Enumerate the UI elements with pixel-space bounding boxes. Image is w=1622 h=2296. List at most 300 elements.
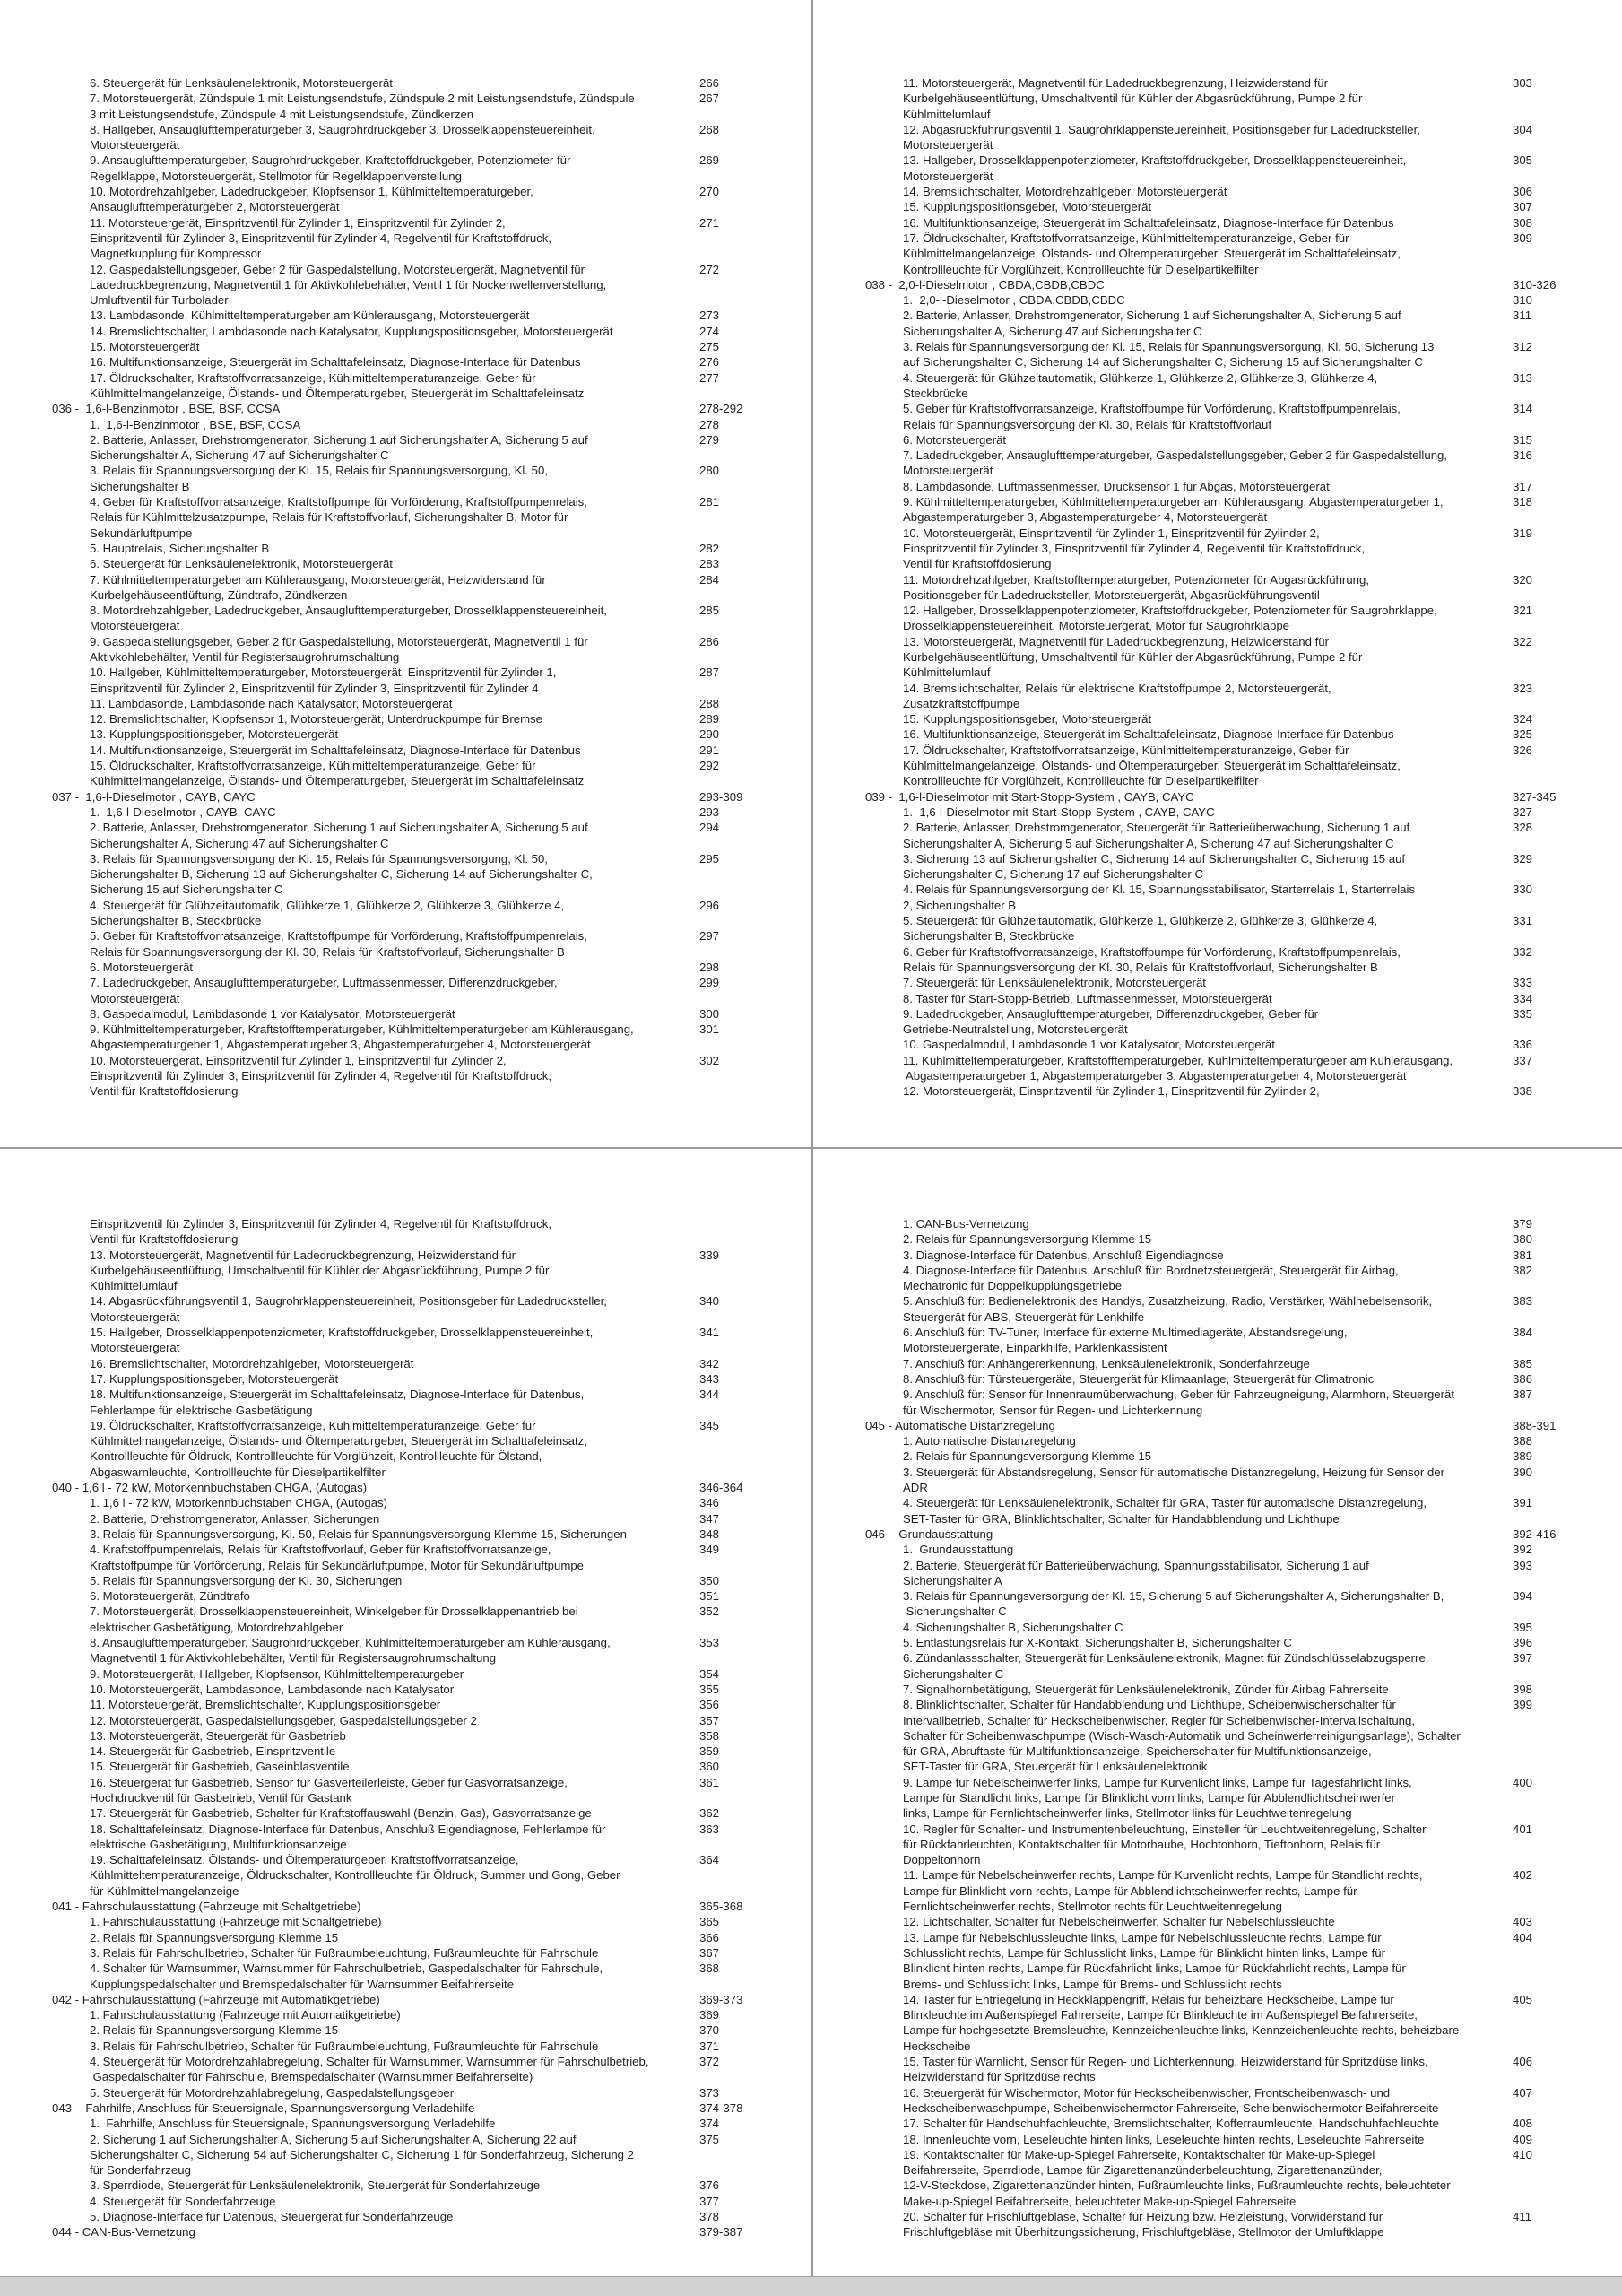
entry-line: Frischluftgebläse mit Überhitzungssicherung, Frischluftgebläse, Stellmotor der Umluftklappe [903,2225,1384,2239]
entry-line: 6. Motorsteuergerät [90,960,194,974]
entry-line: 1. Automatische Distanzregelung [903,1434,1076,1448]
index-entry [90,1418,811,1480]
index-entry [903,1650,1622,1682]
entry-page-number: 294 [699,821,720,835]
index-entry [903,1930,1622,1992]
entry-page-number: 267 [699,91,720,106]
index-entry [90,1775,811,1806]
index-entry [903,2116,1622,2131]
index-entry [90,2116,811,2131]
entry-line: 3. Relais für Spannungsversorgung der Kl. 15, Relais für Spannungsversorgung, Kl. 50, [90,851,548,865]
index-entry [903,1495,1622,1526]
entry-line: 2. Sicherung 1 auf Sicherungshalter A, Sicherung 5 auf Sicherungshalter A, Sicherung 22 auf [90,2132,577,2146]
entry-line: 041 - Fahrschulausstattung (Fahrzeuge mit Schaltgetriebe) [52,1900,361,1914]
entry-page-number: 287 [699,665,720,680]
page-divider-vertical [811,0,813,2276]
entry-page-number: 275 [699,340,720,354]
entry-page-number: 361 [699,1775,720,1789]
entry-line: 13. Motorsteuergerät, Magnetventil für Ladedruckbegrenzung, Heizwiderstand für [90,1248,516,1262]
index-entry [90,2209,811,2224]
entry-line: Einspritzventil für Zylinder 3, Einspritzventil für Zylinder 4, Regelventil für Kraftstoffdruck, [903,541,1366,555]
index-entry [90,1682,811,1697]
entry-line: 12. Gaspedalstellungsgeber, Geber 2 für Gaspedalstellung, Motorsteuergerät, Magnetventil für [90,262,585,276]
entry-page-number: 356 [699,1698,720,1712]
entry-line: 3 mit Leistungsendstufe, Zündspule 4 mit Leistungsendstufe, Zündkerzen [90,107,474,121]
entry-line: Sicherungshalter B, Sicherung 13 auf Sicherungshalter C, Sicherung 14 auf Sicherungshalter C, [90,867,593,882]
entry-page-number: 400 [1513,1775,1533,1789]
index-entry [90,1511,811,1526]
index-entry [903,199,1622,214]
index-entry [903,913,1622,944]
entry-page-number: 380 [1513,1232,1533,1247]
entry-line: 14. Taster für Entriegelung in Heckklappengriff, Relais für beheizbare Heckscheibe, Lampe für [903,1992,1394,2006]
entry-line: 6. Anschluß für: TV-Tuner, Interface für externe Multimediageräte, Abstandsregelung, [903,1326,1348,1340]
entry-page-number: 330 [1513,883,1533,897]
entry-line: 6. Steuergerät für Lenksäulenelektronik, Motorsteuergerät [90,76,393,90]
entry-page-number: 387 [1513,1387,1533,1402]
entry-line: 4. Relais für Spannungsversorgung der Kl. 15, Spannungsstabilisator, Starterrelais 1, Starterrelais [903,883,1416,897]
index-entry [90,928,811,960]
index-entry [903,882,1622,913]
entry-line: Mechatronic für Doppelkupplungsgetriebe [903,1279,1123,1293]
entry-page-number: 366 [699,1930,720,1944]
entry-page-number: 348 [699,1526,720,1541]
index-entry [903,1914,1622,1929]
index-entry [903,75,1622,122]
entry-page-number: 284 [699,572,720,587]
index-entry [903,1263,1622,1294]
entry-line: für GRA, Abruftaste für Multifunktionsanzeige, Speicherschalter für Multifunktionsanzeige, [903,1744,1372,1759]
entry-line: 4. Steuergerät für Lenksäulenelektronik, Schalter für GRA, Taster für automatische Distanzregelung, [903,1496,1427,1510]
entry-page-number: 289 [699,712,720,726]
index-entry [903,1356,1622,1371]
entry-line: Sicherungshalter C, Sicherung 54 auf Sicherungshalter C, Sicherung 1 für Sonderfahrzeug, Sicherung 2 [90,2147,634,2161]
entry-line: 3. Relais für Spannungsversorgung der Kl. 15, Relais für Spannungsversorgung, Kl. 50, [90,464,548,478]
index-entry [903,1558,1622,1589]
index-entry [90,556,811,571]
entry-page-number: 272 [699,262,720,276]
entry-line: 3. Relais für Spannungsversorgung der Kl. 15, Sicherung 5 auf Sicherungshalter A, Sicherungshalter B, [903,1589,1444,1604]
index-entry [903,1822,1622,1868]
entry-line: Kühlmittelumlauf [903,107,991,121]
index-entry [90,215,811,262]
entry-line: 14. Bremslichtschalter, Motordrehzahlgeber, Motorsteuergerät [903,185,1227,199]
entry-line: SET-Taster für GRA, Blinklichtschalter, Schalter für Handabblendung und Lichthupe [903,1511,1340,1526]
entry-line: 10. Motorsteuergerät, Lambdasonde, Lambdasonde nach Katalysator [90,1682,455,1696]
entry-line: Kurbelgehäuseentlüftung, Umschaltventil für Kühler der Abgasrückführung, Pumpe 2 für [90,1263,550,1277]
entry-line: Drosselklappensteuereinheit, Motorsteuergerät, Motor für Saugrohrklappe [903,619,1290,633]
index-section-header [52,789,811,804]
entry-page-number: 325 [1513,727,1533,742]
entry-line: 5. Anschluß für: Bedienelektronik des Handys, Zusatzheizung, Radio, Verstärker, Wählhebelsensorik, [903,1294,1433,1309]
index-entry [90,1604,811,1635]
entry-line: 3. Diagnose-Interface für Datenbus, Anschluß Eigendiagnose [903,1248,1224,1262]
entry-line: 8. Taster für Start-Stopp-Betrieb, Luftmassenmesser, Motorsteuergerät [903,991,1272,1005]
entry-page-number: 370 [699,2023,720,2038]
entry-line: 12. Motorsteuergerät, Gaspedalstellungsgeber, Gaspedalstellungsgeber 2 [90,1713,477,1727]
entry-line: Ventil für Kraftstoffdosierung [90,1232,239,1247]
entry-page-number: 331 [1513,914,1533,928]
entry-line: Magnetventil 1 für Aktivkohlebehälter, Ventil für Registersaugrohrumschaltung [90,1651,497,1665]
entry-line: 7. Ladedruckgeber, Ansauglufttemperaturgeber, Luftmassenmesser, Differenzdruckgeber, [90,976,558,990]
entry-line: 18. Schalttafeleinsatz, Diagnose-Interface für Datenbus, Anschluß Eigendiagnose, Fehlerlampe für [90,1822,606,1836]
entry-line: 6. Zündanlassschalter, Steuergerät für Lenksäulenelektronik, Magnet für Zündschlüsselabzugsperre, [903,1651,1429,1665]
entry-page-number: 374 [699,2117,720,2131]
entry-page-number: 373 [699,2085,720,2100]
entry-line: 5. Entlastungsrelais für X-Kontakt, Sicherungshalter B, Sicherungshalter C [903,1636,1292,1650]
index-entry [90,743,811,758]
entry-line: Einspritzventil für Zylinder 3, Einspritzventil für Zylinder 4, Regelventil für Kraftstoffdruck, [90,230,552,245]
entry-line: 9. Ladedruckgeber, Ansauglufttemperaturgeber, Differenzdruckgeber, Geber für [903,1006,1319,1021]
entry-page-number: 268 [699,122,720,136]
entry-page-number: 310-326 [1513,277,1557,291]
entry-line: Kühlmittelmangelanzeige, Ölstands- und Öltemperaturgeber, Steuergerät im Schalttafeleinsatz [90,774,585,788]
entry-line: 18. Innenleuchte vorn, Leseleuchte hinten links, Leseleuchte hinten rechts, Leseleuchte Fahrerseite [903,2132,1425,2146]
entry-line: Kontrollleuchte für Vorglühzeit, Kontrollleuchte für Dieselpartikelfilter [903,262,1259,276]
entry-page-number: 335 [1513,1006,1533,1021]
entry-line: SET-Taster für GRA, Steuergerät für Lenksäulenelektronik [903,1760,1208,1774]
entry-line: 6. Motorsteuergerät, Zündtrafo [90,1589,250,1604]
index-entry [90,308,811,323]
index-entry [90,1588,811,1604]
entry-line: 2. Batterie, Steuergerät für Batterieüberwachung, Spannungsstabilisator, Sicherung 1 auf [903,1558,1369,1572]
entry-page-number: 338 [1513,1084,1533,1099]
entry-line: 1. 1,6-l-Benzinmotor , BSE, BSF, CCSA [90,417,301,431]
entry-line: 13. Kupplungspositionsgeber, Motorsteuergerät [90,727,339,742]
entry-page-number: 378 [699,2210,720,2223]
index-entry [90,1526,811,1542]
entry-line: 14. Bremslichtschalter, Lambdasonde nach Katalysator, Kupplungspositionsgeber, Motorsteuergerät [90,324,613,338]
entry-line: 9. Anschluß für: Sensor für Innenraumüberwachung, Geber für Fahrzeugneigung, Alarmhorn, Steuergerät [903,1387,1455,1402]
index-entry [90,1914,811,1929]
entry-page-number: 379 [1513,1217,1533,1231]
entry-page-number: 389 [1513,1449,1533,1464]
index-entry [903,804,1622,820]
entry-line: 2. Batterie, Anlasser, Drehstromgenerator, Sicherung 1 auf Sicherungshalter A, Sicherung 5 auf [90,821,588,835]
entry-line: 10. Motorsteuergerät, Einspritzventil für Zylinder 1, Einspritzventil für Zylinder 2, [903,526,1320,540]
entry-line: 5. Steuergerät für Motordrehzahlabregelung, Gaspedalstellungsgeber [90,2085,455,2100]
index-entry [903,726,1622,742]
entry-page-number: 386 [1513,1371,1533,1386]
index-entry [903,1053,1622,1084]
entry-line: 10. Gaspedalmodul, Lambdasonde 1 vor Katalysator, Motorsteuergerät [903,1038,1275,1052]
entry-page-number: 327 [1513,804,1533,819]
entry-page-number: 300 [699,1006,720,1021]
index-entry [90,2007,811,2022]
entry-line: Sicherungshalter B, Steckbrücke [90,914,262,928]
entry-page-number: 302 [699,1053,720,1067]
index-entry [90,696,811,711]
entry-page-number: 304 [1513,122,1533,136]
entry-line: elektrischer Gasbetätigung, Motordrehzahlgeber [90,1620,343,1634]
entry-page-number: 290 [699,727,720,742]
entry-line: 16. Steuergerät für Wischermotor, Motor für Heckscheibenwischer, Frontscheibenwasch- und [903,2085,1391,2100]
entry-line: Lampe für hochgesetzte Bremsleuchte, Kennzeichenleuchte links, Kennzeichenleuchte rechts, beheizbare [903,2023,1460,2038]
entry-page-number: 312 [1513,340,1533,354]
index-entry [90,184,811,215]
entry-page-number: 350 [699,1573,720,1587]
entry-page-number: 363 [699,1822,720,1836]
entry-line: 036 - 1,6-l-Benzinmotor , BSE, BSF, CCSA [52,402,281,416]
entry-line: 10. Hallgeber, Kühlmitteltemperaturgeber, Motorsteuergerät, Einspritzventil für Zylinder 1, [90,665,557,680]
entry-line: 4. Steuergerät für Motordrehzahlabregelung, Schalter für Warnsummer, Warnsummer für Fahrschulbetrieb, [90,2055,649,2069]
entry-page-number: 266 [699,76,720,90]
index-entry [90,1371,811,1387]
index-entry [903,743,1622,789]
entry-line: 046 - Grundausstattung [865,1526,993,1541]
entry-page-number: 271 [699,215,720,230]
entry-line: 12. Bremslichtschalter, Klopfsensor 1, Motorsteuergerät, Unterdruckpumpe für Bremse [90,712,543,726]
entry-page-number: 323 [1513,681,1533,695]
entry-page-number: 341 [699,1326,720,1340]
entry-page-number: 286 [699,634,720,648]
entry-line: Heckscheibenwaschpumpe, Scheibenwischermotor Fahrerseite, Scheibenwischermotor Beifahrerseite [903,2100,1439,2115]
entry-line: 3. Sperrdiode, Steuergerät für Lenksäulenelektronik, Steuergerät für Sonderfahrzeuge [90,2179,541,2193]
entry-page-number: 328 [1513,821,1533,835]
entry-page-number: 385 [1513,1356,1533,1370]
index-entry [903,603,1622,634]
entry-page-number: 282 [699,541,720,555]
entry-line: Sicherungshalter C [903,1605,1007,1619]
entry-page-number: 355 [699,1682,720,1696]
entry-line: 16. Steuergerät für Gasbetrieb, Sensor für Gasverteilerleiste, Geber für Gasvorratsanzeige, [90,1775,568,1789]
index-section-header [52,2224,811,2239]
entry-line: 14. Steuergerät für Gasbetrieb, Einspritzventile [90,1744,336,1759]
index-entry [90,960,811,975]
entry-line: Motorsteuergerät [903,464,993,478]
index-entry [903,230,1622,277]
entry-line: 9. Ansauglufttemperaturgeber, Saugrohrdruckgeber, Kraftstoffdruckgeber, Potenziometer für [90,153,571,168]
entry-line: 1. 1,6-l-Dieselmotor mit Start-Stopp-System , CAYB, CAYC [903,804,1215,819]
entry-page-number: 296 [699,898,720,912]
index-section-header [865,1526,1622,1542]
entry-page-number: 299 [699,976,720,990]
entry-page-number: 288 [699,696,720,710]
entry-line: Sicherungshalter B [90,479,190,493]
index-entry [90,75,811,91]
index-entry [903,184,1622,199]
index-entry [903,2054,1622,2085]
index-entry [903,122,1622,153]
entry-page-number: 342 [699,1356,720,1370]
index-entry [90,1666,811,1682]
entry-line: Kupplungspedalschalter und Bremspedalschalter für Warnsummer Beifahrerseite [90,1977,515,1991]
entry-line: 1. 2,0-l-Dieselmotor , CBDA,CBDB,CBDC [903,293,1125,308]
entry-page-number: 384 [1513,1326,1533,1340]
entry-line: 17. Kupplungspositionsgeber, Motorsteuergerät [90,1371,339,1386]
index-entry [903,991,1622,1006]
index-section-header [52,2100,811,2116]
entry-line: 9. Gaspedalstellungsgeber, Geber 2 für Gaspedalstellung, Motorsteuergerät, Magnetventil 1 für [90,634,588,648]
entry-page-number: 274 [699,324,720,338]
index-entry [90,711,811,726]
entry-line: 13. Lambdasonde, Kühlmitteltemperaturgeber am Kühlerausgang, Motorsteuergerät [90,309,530,323]
index-entry [903,572,1622,604]
entry-page-number: 279 [699,432,720,447]
index-entry [90,417,811,432]
entry-line: 1. Fahrschulausstattung (Fahrzeuge mit Schaltgetriebe) [90,1915,382,1929]
index-entry [903,1325,1622,1356]
page-bottom-left [0,1149,811,2276]
index-entry [90,1022,811,1053]
entry-line: 040 - 1,6 l - 72 kW, Motorkennbuchstaben CHGA, (Autogas) [52,1481,368,1495]
entry-line: 11. Motorsteuergerät, Bremslichtschalter, Kupplungspositionsgeber [90,1698,441,1712]
entry-line: 6. Steuergerät für Lenksäulenelektronik, Motorsteuergerät [90,557,393,571]
entry-line: Kühlmittelumlauf [90,1279,178,1293]
entry-line: 13. Lampe für Nebelschlussleuchte links, Lampe für Nebelschlussleuchte rechts, Lampe für [903,1930,1382,1944]
entry-page-number: 270 [699,185,720,199]
entry-line: 1. Grundausstattung [903,1543,1014,1557]
entry-line: 9. Motorsteuergerät, Hallgeber, Klopfsensor, Kühlmitteltemperaturgeber [90,1666,464,1681]
entry-line: 11. Motordrehzahlgeber, Kraftstofftemperaturgeber, Potenziometer für Abgasrückführung, [903,572,1369,587]
entry-line: Relais für Kühlmittelzusatzpumpe, Relais für Kraftstoffvorlauf, Sicherungshalter B, Motor für [90,510,568,525]
entry-page-number: 293-309 [699,789,743,804]
entry-page-number: 372 [699,2055,720,2069]
index-entry [90,339,811,354]
entry-page-number: 292 [699,759,720,773]
entry-line: 037 - 1,6-l-Dieselmotor , CAYB, CAYC [52,789,256,804]
index-entry [903,292,1622,308]
entry-page-number: 390 [1513,1465,1533,1479]
entry-line: 20. Schalter für Frischluftgebläse, Schalter für Heizung bzw. Heizleistung, Vorwiderstand für [903,2210,1383,2223]
index-entry [903,2209,1622,2240]
entry-page-number: 346 [699,1496,720,1510]
index-entry [903,1620,1622,1635]
index-entry [903,851,1622,883]
entry-page-number: 394 [1513,1589,1533,1604]
entry-page-number: 397 [1513,1651,1533,1665]
entry-page-number: 406 [1513,2055,1533,2069]
entry-line: 9. Kühlmitteltemperaturgeber, Kühlmitteltemperaturgeber am Kühlerausgang, Abgastemperaturgeber 1, [903,495,1444,509]
index-entry [903,526,1622,572]
entry-page-number: 297 [699,929,720,944]
entry-page-number: 291 [699,743,720,757]
index-entry [903,1775,1622,1822]
index-entry [903,1697,1622,1774]
entry-line: Kühlmittelmangelanzeige, Ölstands- und Öltemperaturgeber, Steuergerät im Schalttafeleinsatz, [903,247,1401,261]
entry-page-number: 306 [1513,185,1533,199]
index-entry [903,494,1622,526]
entry-line: 18. Multifunktionsanzeige, Steuergerät im Schalttafeleinsatz, Diagnose-Interface für Datenbus, [90,1387,585,1402]
entry-page-number: 404 [1513,1930,1533,1944]
entry-line: Sicherungshalter A, Sicherung 47 auf Sicherungshalter C [90,448,389,463]
entry-page-number: 351 [699,1589,720,1604]
entry-page-number: 332 [1513,944,1533,959]
entry-line: Motorsteuergerät [90,138,180,152]
entry-page-number: 393 [1513,1558,1533,1572]
index-entry [90,1495,811,1510]
index-entry [903,2085,1622,2117]
entry-line: 4. Kraftstoffpumpenrelais, Relais für Kraftstoffvorlauf, Geber für Kraftstoffvorratsanzeige, [90,1543,551,1557]
entry-line: Kontrollleuchte für Vorglühzeit, Kontrollleuchte für Dieselpartikelfilter [903,774,1259,788]
entry-line: Abgastemperaturgeber 3, Abgastemperaturgeber 4, Motorsteuergerät [903,510,1268,525]
entry-line: 15. Kupplungspositionsgeber, Motorsteuergerät [903,712,1152,726]
index-entry [903,370,1622,402]
entry-line: Intervallbetrieb, Schalter für Heckscheibenwischer, Regler für Scheibenwischer-Intervallschaltung, [903,1713,1415,1727]
entry-line: 4. Geber für Kraftstoffvorratsanzeige, Kraftstoffpumpe für Vorförderung, Kraftstoffpumpenrelais, [90,495,587,509]
entry-page-number: 399 [1513,1698,1533,1712]
entry-page-number: 346-364 [699,1481,743,1495]
entry-line: Getriebe-Neutralstellung, Motorsteuergerät [903,1022,1128,1037]
entry-page-number: 273 [699,309,720,323]
entry-line: 2. Batterie, Anlasser, Drehstromgenerator, Sicherung 1 auf Sicherungshalter A, Sicherung 5 auf [90,432,588,447]
entry-line: 4. Diagnose-Interface für Datenbus, Anschluß für: Bordnetzsteuergerät, Steuergerät für Airbag, [903,1263,1399,1277]
entry-line: Heckscheibe [903,2039,971,2053]
index-entry [903,1542,1622,1557]
entry-page-number: 354 [699,1666,720,1681]
index-entry [90,91,811,122]
entry-page-number: 402 [1513,1868,1533,1883]
index-entry [90,851,811,898]
entry-page-number: 329 [1513,851,1533,865]
index-entry [90,1216,811,1248]
entry-line: Kühlmittelmangelanzeige, Ölstands- und Öltemperaturgeber, Steuergerät im Schalttafeleinsatz, [903,759,1401,773]
entry-line: 8. Motordrehzahlgeber, Ladedruckgeber, Ansauglufttemperaturgeber, Drosselklappensteuereinheit, [90,604,607,618]
index-entry [90,804,811,820]
index-entry [90,1387,811,1418]
entry-line: 15. Motorsteuergerät [90,340,200,354]
index-entry [90,572,811,604]
entry-page-number: 313 [1513,370,1533,385]
entry-line: für Kühlmittelmangelanzeige [90,1883,239,1898]
entry-page-number: 344 [699,1387,720,1402]
entry-line: Schalter für Scheibenwaschpumpe (Wisch-Wasch-Automatik und Scheinwerferreinigungsanlage), Schalter [903,1728,1461,1743]
entry-page-number: 308 [1513,215,1533,230]
entry-line: Einspritzventil für Zylinder 3, Einspritzventil für Zylinder 4, Regelventil für Kraftstoffdruck, [90,1069,552,1083]
entry-page-number: 340 [699,1294,720,1309]
entry-page-number: 278-292 [699,402,743,416]
entry-page-number: 392-416 [1513,1526,1557,1541]
entry-line: 2. Batterie, Drehstromgenerator, Anlasser, Sicherungen [90,1511,380,1526]
index-entry [90,1961,811,1992]
entry-line: 12. Abgasrückführungsventil 1, Saugrohrklappensteuereinheit, Positionsgeber für Ladedrucksteller, [903,122,1420,136]
entry-line: 6. Geber für Kraftstoffvorratsanzeige, Kraftstoffpumpe für Vorförderung, Kraftstoffpumpenrelais, [903,944,1401,959]
entry-page-number: 410 [1513,2147,1533,2161]
index-entry [90,1356,811,1371]
index-section-header [52,1480,811,1495]
entry-line: 2. Batterie, Anlasser, Drehstromgenerator, Steuergerät für Batterieüberwachung, Sicherung 1 auf [903,821,1410,835]
entry-page-number: 357 [699,1713,720,1727]
entry-line: 14. Abgasrückführungsventil 1, Saugrohrklappensteuereinheit, Positionsgeber für Ladedrucksteller, [90,1294,607,1309]
entry-line: Sicherungshalter A [903,1573,1002,1587]
entry-line: 8. Hallgeber, Ansauglufttemperaturgeber 3, Saugrohrdruckgeber 3, Drosselklappensteuereinheit, [90,122,595,136]
entry-line: 19. Öldruckschalter, Kraftstoffvorratsanzeige, Kühlmitteltemperaturanzeige, Geber für [90,1418,536,1432]
index-entry [903,944,1622,976]
entry-line: 4. Steuergerät für Glühzeitautomatik, Glühkerze 1, Glühkerze 2, Glühkerze 3, Glühkerze 4, [90,898,565,912]
index-entry [90,324,811,339]
entry-page-number: 321 [1513,604,1533,618]
index-entry [903,1231,1622,1247]
entry-line: 2. Relais für Spannungsversorgung Klemme 15 [90,1930,339,1944]
entry-page-number: 311 [1513,309,1532,323]
entry-line: 16. Multifunktionsanzeige, Steuergerät im Schalttafeleinsatz, Diagnose-Interface für Datenbus [903,727,1394,742]
index-entry [903,215,1622,230]
index-entry [903,2147,1622,2209]
entry-line: 043 - Fahrhilfe, Anschluss für Steuersignale, Spannungsversorgung Verladehilfe [52,2100,475,2115]
index-section-header [865,1418,1622,1433]
index-entry [90,370,811,402]
entry-line: 13. Motorsteuergerät, Magnetventil für Ladedruckbegrenzung, Heizwiderstand für [903,634,1330,648]
index-entry [903,448,1622,479]
index-entry [903,308,1622,339]
index-entry [90,122,811,153]
entry-page-number: 362 [699,1806,720,1821]
index-entry [90,726,811,742]
entry-line: 17. Steuergerät für Gasbetrieb, Schalter für Kraftstoffauswahl (Benzin, Gas), Gasvorratsanzeige [90,1806,592,1821]
index-entry [90,1006,811,1022]
entry-line: 11. Motorsteuergerät, Magnetventil für Ladedruckbegrenzung, Heizwiderstand für [903,76,1329,90]
entry-line: Relais für Spannungsversorgung der Kl. 30, Relais für Kraftstoffvorlauf [903,417,1271,431]
